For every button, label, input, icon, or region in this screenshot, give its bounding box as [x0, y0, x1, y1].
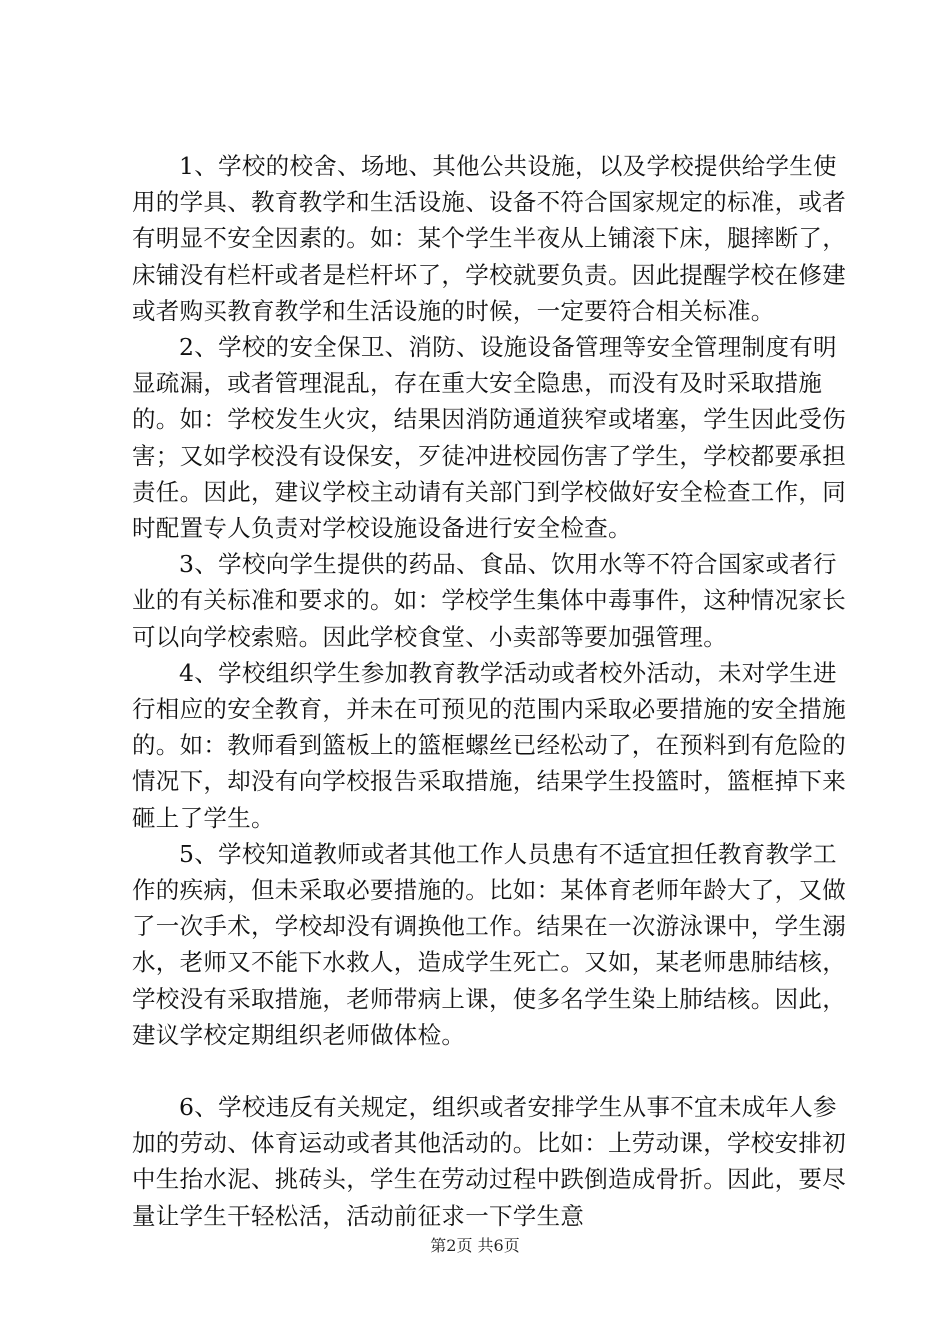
- paragraph-3: 3、学校向学生提供的药品、食品、饮用水等不符合国家或者行业的有关标准和要求的。如：学校学生集体中毒事件，这种情况家长可以向学校索赔。因此学校食堂、小卖部等要加强管理。: [132, 550, 846, 651]
- paragraph-1: 1、学校的校舍、场地、其他公共设施，以及学校提供给学生使用的学具、教育教学和生活设施、设备不符合国家规定的标准，或者有明显不安全因素的。如：某个学生半夜从上铺滚下床，腿摔断了，床铺没有栏杆或者是栏杆坏了，学校就要负责。因此提醒学校在修建或者购买教育教学和生活设施的时候，一定要符合相关标准。: [132, 152, 846, 325]
- paragraph-5: 5、学校知道教师或者其他工作人员患有不适宜担任教育教学工作的疾病，但未采取必要措施的。比如：某体育老师年龄大了，又做了一次手术，学校却没有调换他工作。结果在一次游泳课中，学生溺水，老师又不能下水救人，造成学生死亡。又如，某老师患肺结核，学校没有采取措施，老师带病上课，使多名学生染上肺结核。因此，建议学校定期组织老师做体检。: [132, 839, 846, 1049]
- paragraph-2: 2、学校的安全保卫、消防、设施设备管理等安全管理制度有明显疏漏，或者管理混乱，存在重大安全隐患，而没有及时采取措施的。如：学校发生火灾，结果因消防通道狭窄或堵塞，学生因此受伤害；又如学校没有设保安，歹徒冲进校园伤害了学生，学校都要承担责任。因此，建议学校主动请有关部门到学校做好安全检查工作，同时配置专人负责对学校设施设备进行安全检查。: [132, 333, 846, 543]
- paragraph-6: 6、学校违反有关规定，组织或者安排学生从事不宜未成年人参加的劳动、体育运动或者其他活动的。比如：上劳动课，学校安排初中生抬水泥、挑砖头，学生在劳动过程中跌倒造成骨折。因此，要尽量让学生干轻松活，活动前征求一下学生意: [132, 1093, 846, 1230]
- paragraph-4: 4、学校组织学生参加教育教学活动或者校外活动，未对学生进行相应的安全教育，并未在可预见的范围内采取必要措施的安全措施的。如：教师看到篮板上的篮框螺丝已经松动了，在预料到有危险的情况下，却没有向学校报告采取措施，结果学生投篮时，篮框掉下来砸上了学生。: [132, 658, 846, 832]
- page-number-footer: 第2页 共6页: [430, 1236, 520, 1255]
- document-body: [132, 148, 852, 1234]
